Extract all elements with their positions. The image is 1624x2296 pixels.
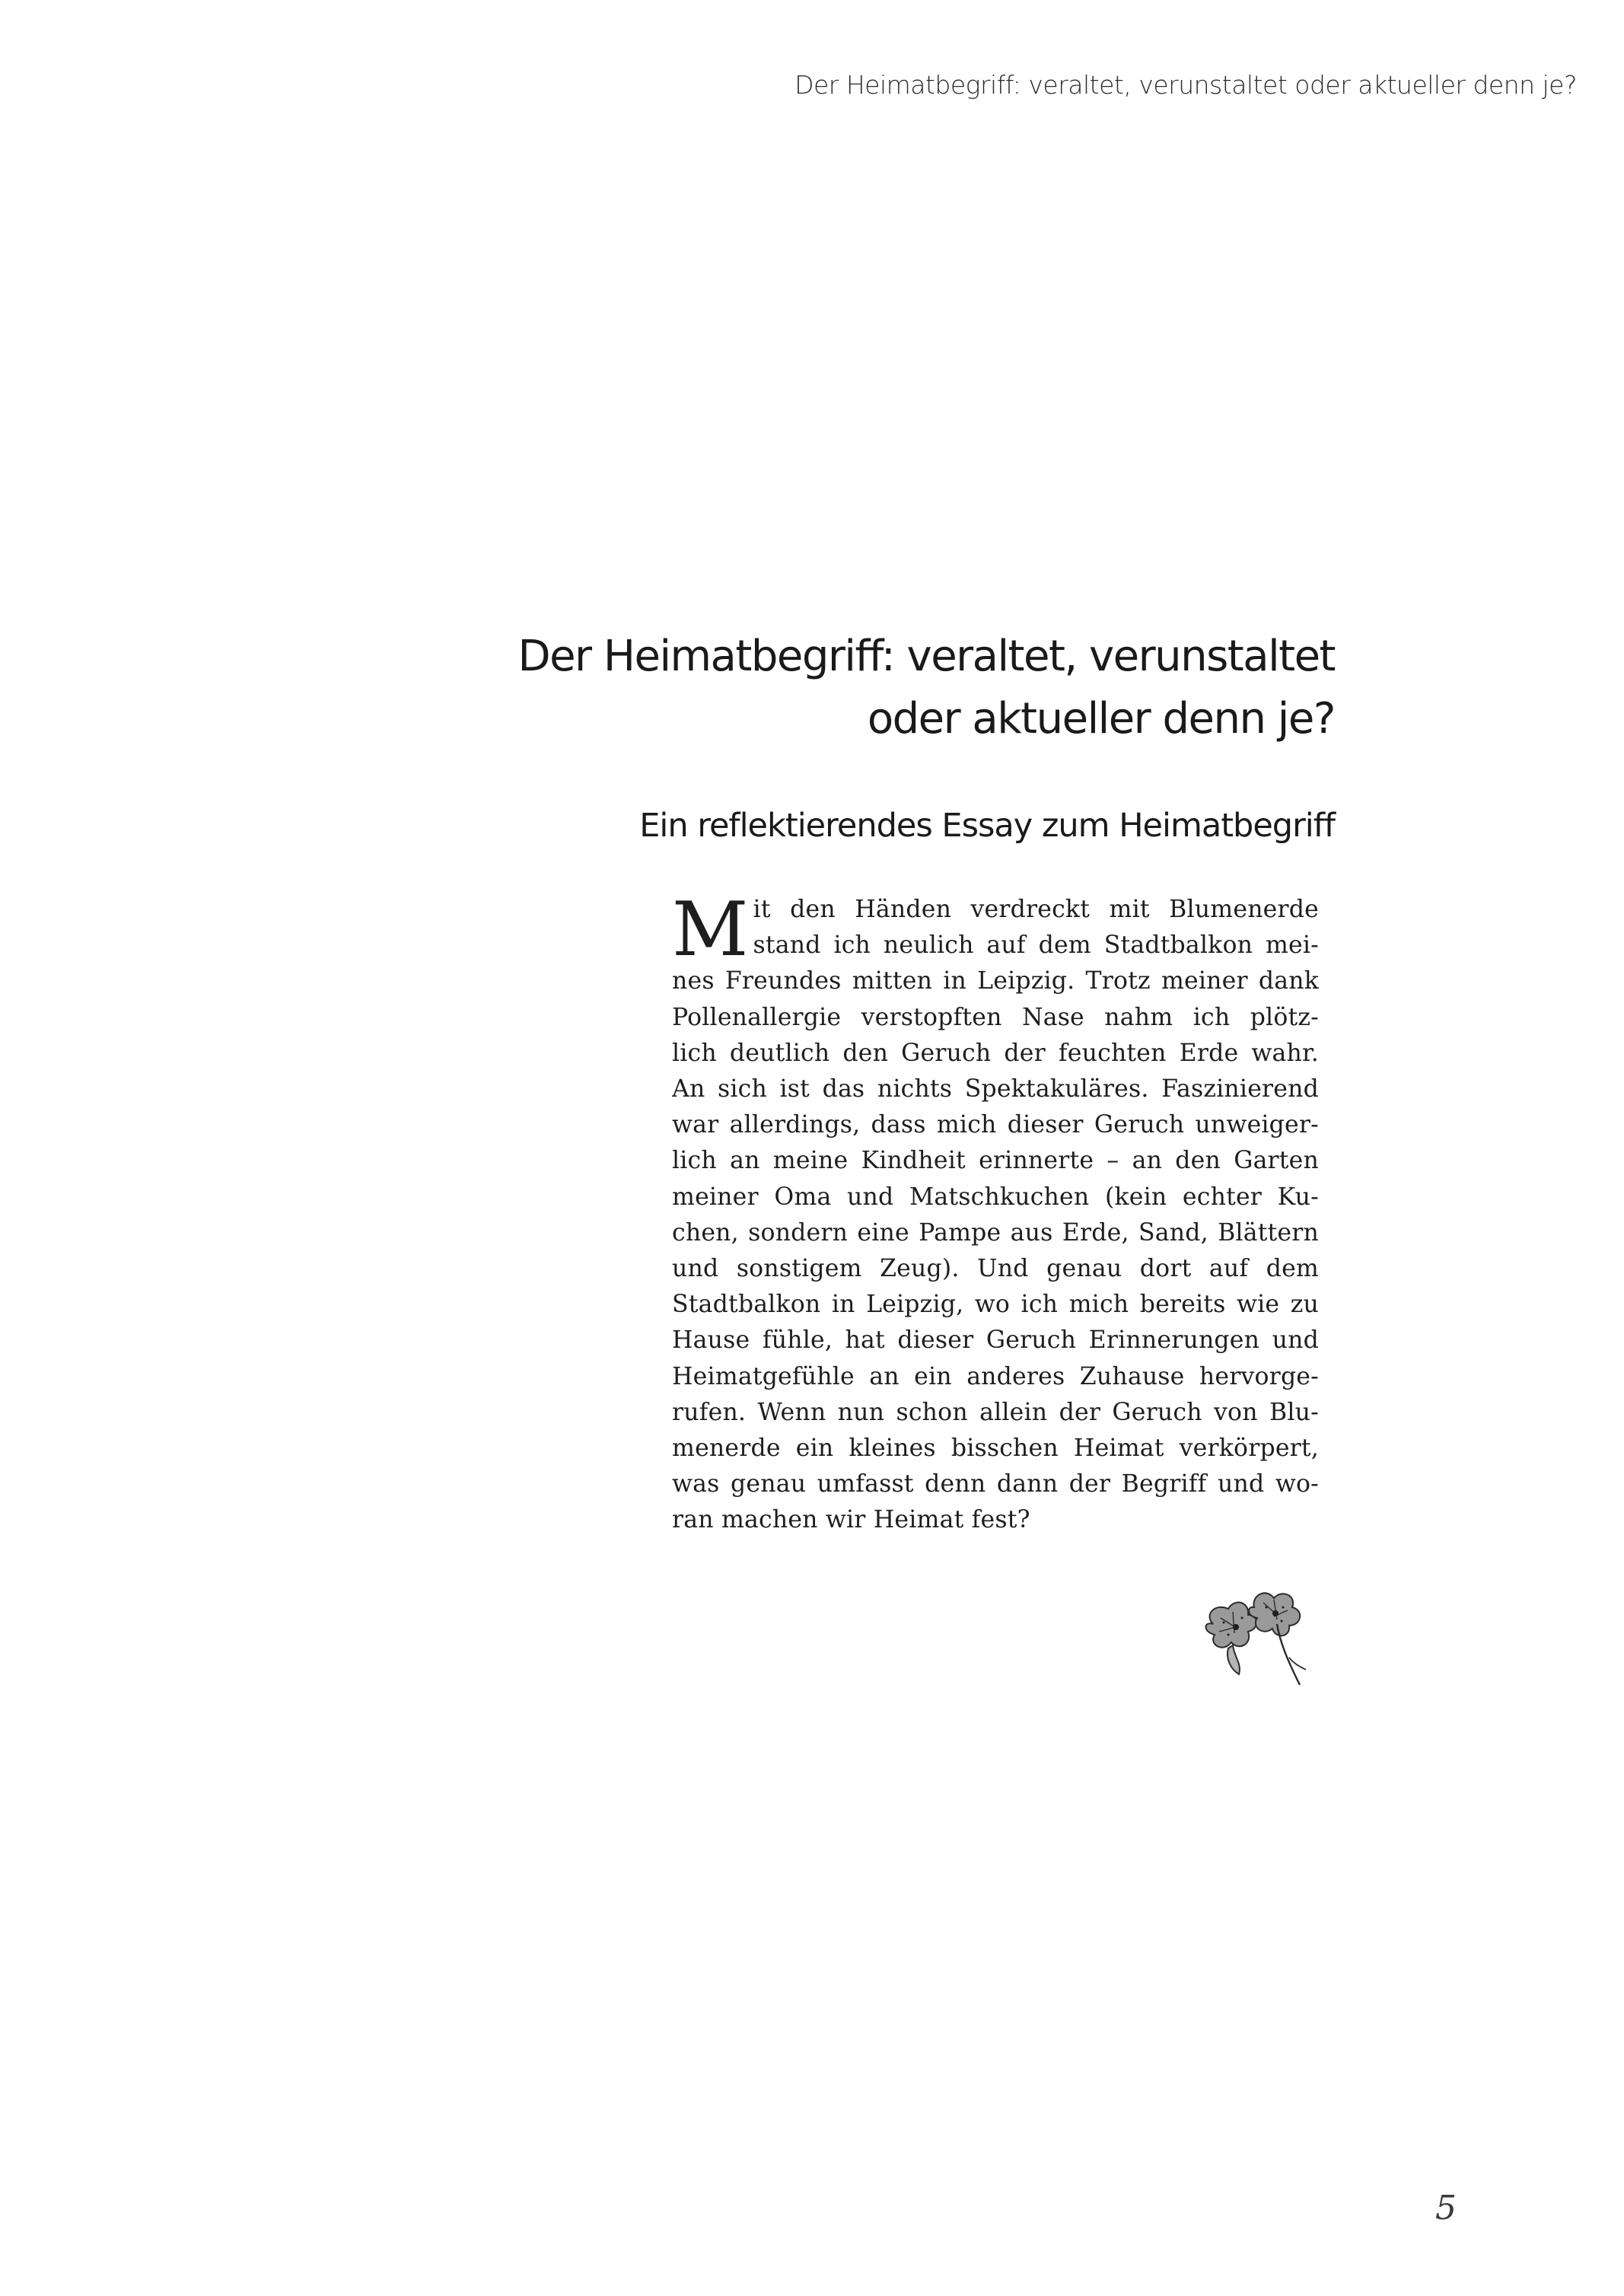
body-line: ran machen wir Heimat fest? [672, 1506, 1030, 1534]
body-line: nes Freundes mitten in Leipzig. Trotz meiner dank [672, 967, 1319, 995]
body-line: Stadtbalkon in Leipzig, wo ich mich bereits wie zu [672, 1291, 1319, 1319]
body-line: stand ich neulich auf dem Stadtbalkon mei- [753, 931, 1319, 960]
body-line: meiner Oma und Matschkuchen (kein echter Ku- [672, 1183, 1319, 1211]
body-line: chen, sondern eine Pampe aus Erde, Sand, Blättern [672, 1218, 1319, 1247]
body-line: Pollenallergie verstopften Nase nahm ich plötz- [672, 1003, 1319, 1031]
body-line: was genau umfasst denn dann der Begriff und wo- [672, 1470, 1319, 1498]
title-block [269, 626, 1335, 750]
article-title-line-2: oder aktueller denn je? [867, 694, 1335, 744]
drop-cap: M [672, 887, 749, 973]
flower-illustration-icon [1198, 1584, 1309, 1696]
article-subtitle: Ein reflektierendes Essay zum Heimatbegriff [639, 807, 1335, 845]
page-number: 5 [1435, 2189, 1457, 2228]
body-paragraph [672, 887, 1319, 1539]
body-line: An sich ist das nichts Spektakuläres. Faszinierend [672, 1075, 1319, 1103]
body-line: Heimatgefühle an ein anderes Zuhause hervorge- [672, 1362, 1319, 1390]
body-line: lich an meine Kindheit erinnerte – an den Garten [672, 1147, 1319, 1175]
body-line: und sonstigem Zeug). Und genau dort auf dem [672, 1255, 1319, 1283]
running-head: Der Heimatbegriff: veraltet, verunstaltet oder aktueller denn je? [794, 70, 1577, 100]
body-line: it den Händen verdreckt mit Blumenerde [753, 896, 1319, 923]
article-title-line-1: Der Heimatbegriff: veraltet, verunstaltet [517, 632, 1335, 681]
body-line: Hause fühle, hat dieser Geruch Erinnerungen und [672, 1326, 1319, 1355]
body-line: war allerdings, dass mich dieser Geruch unweiger- [672, 1111, 1319, 1139]
body-line: menerde ein kleines bisschen Heimat verkörpert, [672, 1435, 1319, 1463]
body-line: rufen. Wenn nun schon allein der Geruch von Blu- [672, 1398, 1319, 1426]
article-title [269, 626, 1335, 750]
body-line: lich deutlich den Geruch der feuchten Erde wahr. [672, 1039, 1319, 1067]
